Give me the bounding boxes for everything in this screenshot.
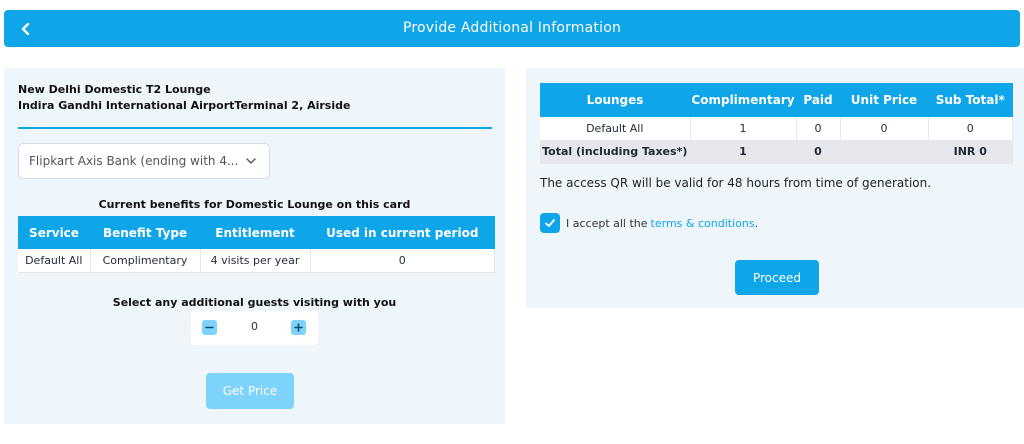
card-select-value: Flipkart Axis Bank (ending with 4...: [29, 154, 239, 168]
guests-label: Select any additional guests visiting with you: [112, 296, 397, 309]
table-cell: 0: [796, 117, 840, 140]
accept-terms-checkbox[interactable]: [540, 213, 560, 233]
table-cell: Complimentary: [90, 249, 200, 272]
table-cell: 4 visits per year: [200, 249, 310, 272]
lounge-address: Indira Gandhi International AirportTerminal 2, Airside: [18, 99, 351, 112]
table-header-row: [540, 83, 1013, 117]
divider: [18, 127, 492, 129]
lounge-name: New Delhi Domestic T2 Lounge: [18, 83, 211, 96]
accept-terms-label: I accept all the: [566, 216, 648, 230]
column-header: Benefit Type: [90, 216, 200, 249]
table-cell: 0: [310, 249, 495, 272]
column-header: Service: [18, 216, 90, 249]
table-cell: INR 0: [928, 140, 1013, 163]
column-header: Sub Total*: [928, 83, 1013, 117]
table-cell: 0: [840, 117, 928, 140]
page-title: Provide Additional Information: [402, 20, 622, 36]
table-cell: 0: [796, 140, 840, 163]
guests-count: 0: [251, 320, 258, 333]
benefits-table: [18, 216, 495, 273]
benefits-title: Current benefits for Domestic Lounge on this card: [98, 198, 411, 211]
get-price-button[interactable]: Get Price: [206, 373, 294, 409]
table-cell: Total (including Taxes*): [540, 140, 690, 163]
total-row: [540, 140, 1013, 163]
page-header: [4, 10, 1020, 47]
table-row: [540, 117, 1013, 140]
proceed-button[interactable]: Proceed: [735, 260, 819, 295]
table-cell: [840, 140, 928, 163]
card-select[interactable]: [18, 143, 270, 179]
column-header: Complimentary: [690, 83, 796, 117]
column-header: Lounges: [540, 83, 690, 117]
table-header-row: [18, 216, 495, 249]
guests-stepper: [191, 311, 318, 345]
table-cell: Default All: [540, 117, 690, 140]
table-cell: 0: [928, 117, 1013, 140]
table-cell: Default All: [18, 249, 90, 272]
terms-link[interactable]: terms & conditions: [650, 216, 755, 230]
accept-terms-suffix: .: [754, 216, 759, 230]
terms-acceptance: [540, 213, 758, 233]
chevron-down-icon: [245, 155, 257, 167]
check-icon: [544, 217, 556, 229]
price-table: [540, 83, 1013, 164]
qr-validity-note: The access QR will be valid for 48 hours from time of generation.: [540, 176, 932, 190]
plus-icon: [294, 323, 303, 332]
column-header: Paid: [796, 83, 840, 117]
column-header: Unit Price: [840, 83, 928, 117]
table-cell: 1: [690, 140, 796, 163]
table-cell: 1: [690, 117, 796, 140]
column-header: Entitlement: [200, 216, 310, 249]
column-header: Used in current period: [310, 216, 495, 249]
lounge-info-panel: [4, 68, 505, 424]
price-summary-panel: [526, 68, 1024, 308]
increment-button[interactable]: [291, 320, 306, 335]
table-row: [18, 249, 495, 272]
